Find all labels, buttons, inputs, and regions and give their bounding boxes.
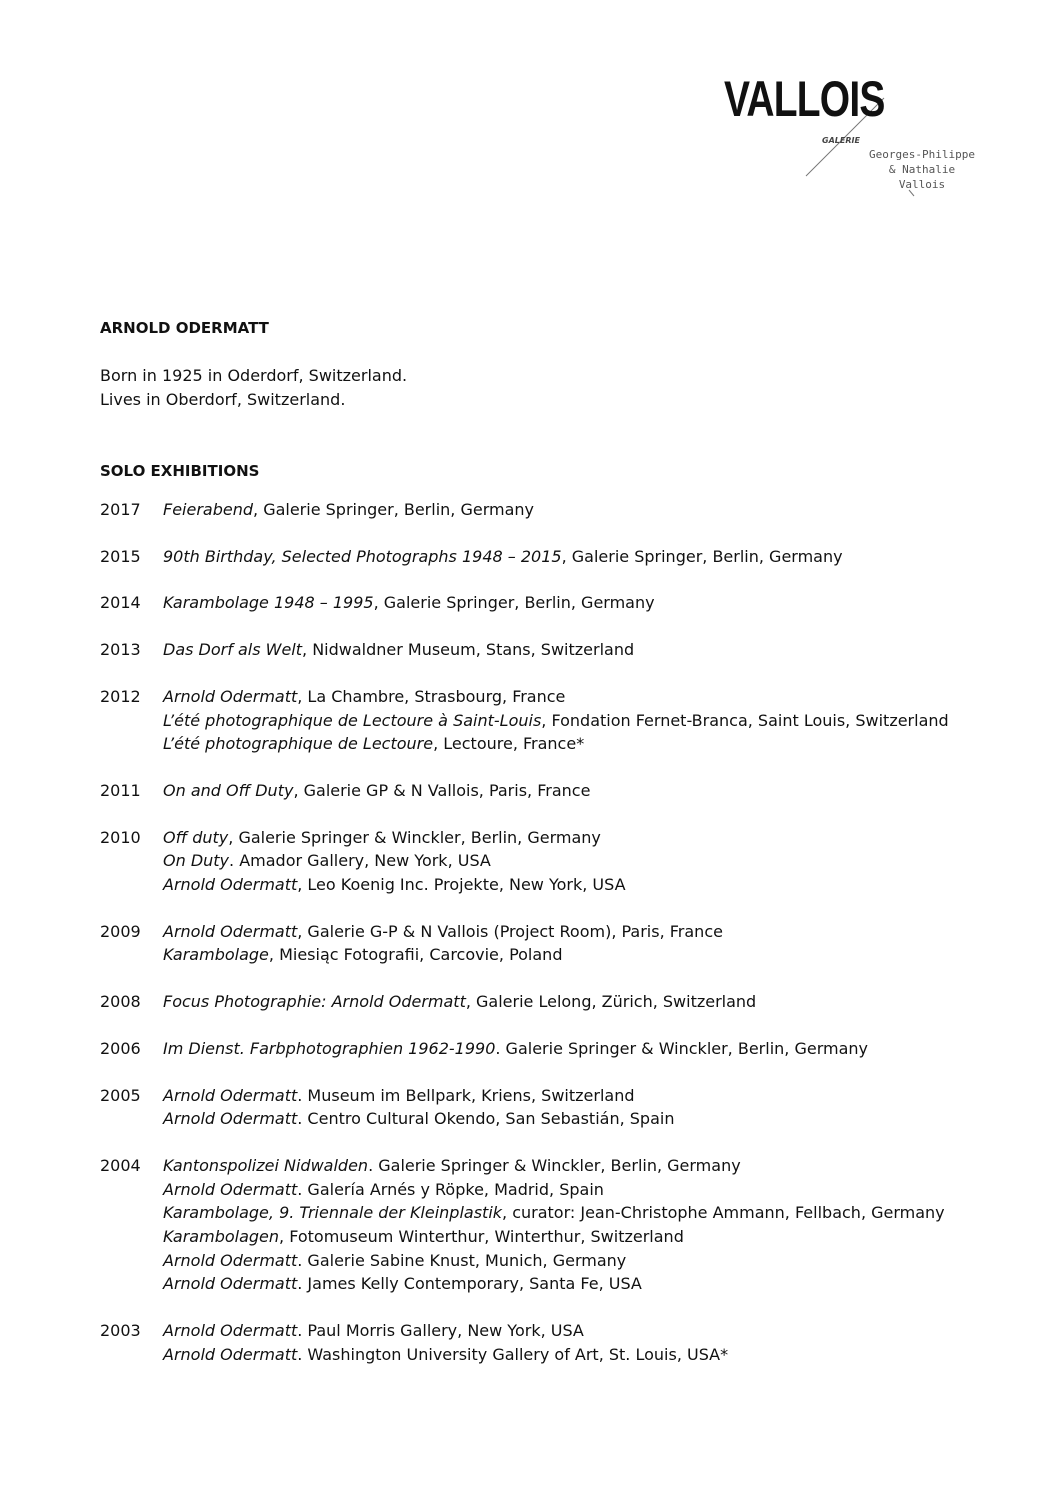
year-group [100, 685, 1000, 756]
exhibition-venue: . Amador Gallery, New York, USA [229, 851, 491, 871]
exhibition-title: Arnold Odermatt [163, 1321, 298, 1341]
logo-galerie-label: GALERIE [822, 136, 860, 145]
exhibition-venue: , Galerie Springer, Berlin, Germany [253, 500, 534, 519]
year-label: 2011 [100, 780, 141, 800]
exhibition-entry [163, 498, 1000, 522]
exhibition-venue: , Galerie Springer & Winckler, Berlin, Germany [228, 827, 601, 847]
exhibition-title: Arnold Odermatt [163, 1344, 298, 1364]
exhibition-entry [163, 873, 1000, 897]
year-label: 2003 [100, 1321, 141, 1341]
exhibition-entries [163, 1037, 1000, 1061]
year-label: 2015 [100, 546, 141, 566]
exhibition-entry [163, 849, 1000, 873]
year-label: 2012 [100, 686, 141, 706]
exhibition-title: L’été photographique de Lectoure [163, 734, 434, 754]
exhibition-title: Im Dienst. Farbphotographien 1962-1990 [163, 1038, 496, 1058]
exhibition-title: Karambolagen [163, 1227, 280, 1247]
exhibition-venue: , Galerie G-P & N Vallois (Project Room), Paris, France [297, 921, 723, 941]
year-group [100, 920, 1000, 967]
exhibition-venue: , curator: Jean-Christophe Ammann, Fellbach, Germany [502, 1203, 945, 1223]
exhibition-title: Focus Photographie: Arnold Odermatt [163, 992, 466, 1012]
exhibition-venue: , Nidwaldner Museum, Stans, Switzerland [302, 640, 635, 660]
exhibition-title: Feierabend [163, 500, 254, 519]
exhibition-entries [163, 591, 1000, 615]
exhibition-venue: . Galería Arnés y Röpke, Madrid, Spain [297, 1179, 604, 1199]
exhibition-title: On Duty [163, 851, 230, 871]
exhibition-entry [163, 1201, 1000, 1225]
exhibition-venue: , Fotomuseum Winterthur, Winterthur, Switzerland [279, 1227, 684, 1247]
exhibition-title: Arnold Odermatt [163, 1085, 298, 1105]
exhibition-title: Kantonspolizei Nidwalden [163, 1155, 369, 1175]
exhibition-entry [163, 685, 1000, 709]
bio-lives: Lives in Oberdorf, Switzerland. [100, 390, 346, 409]
exhibition-venue: , Miesiąc Fotografii, Carcovie, Poland [268, 945, 563, 965]
exhibition-entry [163, 920, 1000, 944]
logo-wordmark: VALLOIS [724, 71, 885, 127]
exhibition-entry [163, 1178, 1000, 1202]
exhibition-entries [163, 826, 1000, 897]
exhibition-entry [163, 1343, 1000, 1367]
exhibition-entry [163, 638, 1000, 662]
exhibition-entries [163, 1154, 1000, 1296]
section-title: SOLO EXHIBITIONS [100, 462, 260, 480]
exhibition-venue: , Leo Koenig Inc. Projekte, New York, USA [297, 875, 626, 895]
year-group [100, 826, 1000, 897]
exhibition-entry [163, 1249, 1000, 1273]
exhibition-title: Arnold Odermatt [163, 686, 298, 706]
year-label: 2013 [100, 640, 141, 660]
exhibition-venue: , La Chambre, Strasbourg, France [297, 686, 566, 706]
exhibition-title: Off duty [163, 827, 229, 847]
exhibition-entry [163, 545, 1000, 569]
exhibition-title: Arnold Odermatt [163, 875, 298, 895]
gallery-logo [700, 70, 1000, 210]
exhibition-venue: , Galerie Springer, Berlin, Germany [373, 593, 655, 613]
artist-name: ARNOLD ODERMATT [100, 319, 269, 337]
exhibition-entry [163, 1272, 1000, 1296]
year-label: 2010 [100, 827, 141, 847]
exhibition-entry [163, 1084, 1000, 1108]
exhibition-entry [163, 1154, 1000, 1178]
year-group [100, 1084, 1000, 1131]
year-label: 2009 [100, 921, 141, 941]
year-label: 2014 [100, 593, 141, 613]
artist-bio [100, 364, 1000, 412]
exhibition-entries [163, 779, 1000, 803]
exhibition-venue: , Galerie Lelong, Zürich, Switzerland [465, 992, 757, 1012]
year-group [100, 545, 1000, 569]
exhibition-venue: , Fondation Fernet-Branca, Saint Louis, Switzerland [541, 710, 949, 730]
exhibition-entry [163, 709, 1000, 733]
exhibition-venue: , Galerie GP & N Vallois, Paris, France [293, 780, 591, 800]
exhibition-venue: . Centro Cultural Okendo, San Sebastián, Spain [297, 1109, 675, 1129]
logo-gallery-name: Georges-Philippe & Nathalie Vallois [869, 148, 975, 191]
year-label: 2017 [100, 500, 141, 519]
exhibition-title: Arnold Odermatt [163, 1109, 298, 1129]
exhibition-title: Das Dorf als Welt [163, 640, 303, 660]
exhibition-title: Karambolage [163, 945, 269, 965]
exhibition-entry [163, 1107, 1000, 1131]
exhibition-entry [163, 779, 1000, 803]
exhibition-venue: , Lectoure, France* [433, 734, 585, 754]
year-label: 2004 [100, 1155, 141, 1175]
exhibition-title: Arnold Odermatt [163, 1179, 298, 1199]
exhibition-venue: . Washington University Gallery of Art, St. Louis, USA* [297, 1344, 729, 1364]
year-group [100, 1319, 1000, 1366]
exhibition-venue: . Galerie Springer & Winckler, Berlin, Germany [495, 1038, 868, 1058]
exhibition-entries [163, 545, 1000, 569]
exhibition-entry [163, 1037, 1000, 1061]
exhibition-venue: . Galerie Sabine Knust, Munich, Germany [297, 1250, 627, 1270]
exhibition-entry [163, 1319, 1000, 1343]
year-group [100, 1037, 1000, 1061]
year-group [100, 1154, 1000, 1296]
year-group [100, 990, 1000, 1014]
exhibition-entries [163, 920, 1000, 967]
bio-born: Born in 1925 in Oderdorf, Switzerland. [100, 366, 408, 385]
exhibition-venue: . Museum im Bellpark, Kriens, Switzerland [297, 1085, 635, 1105]
exhibition-title: Arnold Odermatt [163, 921, 298, 941]
year-group [100, 779, 1000, 803]
exhibition-title: Arnold Odermatt [163, 1250, 298, 1270]
cv-content [100, 318, 1000, 1390]
exhibition-entries [163, 685, 1000, 756]
exhibition-title: 90th Birthday, Selected Photographs 1948 – 2015 [163, 546, 562, 566]
exhibition-entries [163, 1319, 1000, 1366]
exhibition-venue: . Galerie Springer & Winckler, Berlin, Germany [368, 1155, 741, 1175]
year-label: 2006 [100, 1038, 141, 1058]
exhibition-entries [163, 990, 1000, 1014]
exhibition-entry [163, 826, 1000, 850]
exhibition-entry [163, 732, 1000, 756]
exhibition-venue: . Paul Morris Gallery, New York, USA [297, 1321, 584, 1341]
exhibition-title: On and Off Duty [163, 780, 294, 800]
exhibition-title: Karambolage 1948 – 1995 [163, 593, 374, 613]
exhibition-entry [163, 990, 1000, 1014]
exhibition-entries [163, 498, 1000, 522]
exhibition-venue: , Galerie Springer, Berlin, Germany [561, 546, 843, 566]
exhibition-entry [163, 943, 1000, 967]
exhibition-entries [163, 638, 1000, 662]
exhibition-list [100, 498, 1000, 1367]
exhibition-entry [163, 591, 1000, 615]
exhibition-title: Arnold Odermatt [163, 1274, 298, 1294]
exhibition-title: Karambolage, 9. Triennale der Kleinplastik [163, 1203, 503, 1223]
year-group [100, 591, 1000, 615]
exhibition-entry [163, 1225, 1000, 1249]
year-label: 2005 [100, 1085, 141, 1105]
year-label: 2008 [100, 992, 141, 1012]
year-group [100, 498, 1000, 522]
exhibition-venue: . James Kelly Contemporary, Santa Fe, USA [297, 1274, 642, 1294]
exhibition-entries [163, 1084, 1000, 1131]
year-group [100, 638, 1000, 662]
exhibition-title: L’été photographique de Lectoure à Saint-Louis [163, 710, 542, 730]
